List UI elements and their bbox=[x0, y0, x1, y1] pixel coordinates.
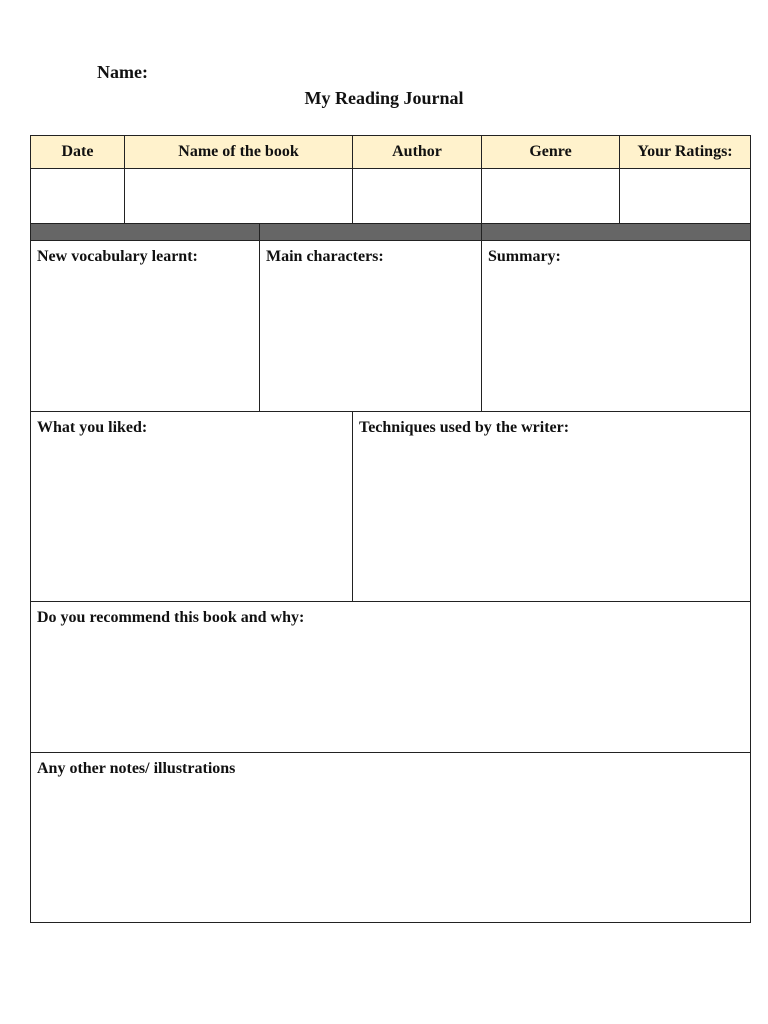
column-header-author: Author bbox=[352, 135, 482, 169]
column-header-ratings: Your Ratings: bbox=[619, 135, 751, 169]
column-header-genre: Genre bbox=[481, 135, 620, 169]
divider-bar-segment bbox=[259, 223, 482, 241]
notes-label: Any other notes/ illustrations bbox=[37, 760, 236, 777]
divider-bar-segment bbox=[481, 223, 751, 241]
book-name-entry-cell[interactable] bbox=[124, 168, 353, 224]
name-label: Name: bbox=[97, 62, 148, 82]
column-header-book-name: Name of the book bbox=[124, 135, 353, 169]
recommend-box[interactable] bbox=[30, 601, 751, 753]
page-title: My Reading Journal bbox=[304, 88, 464, 108]
column-header-date: Date bbox=[30, 135, 125, 169]
liked-label: What you liked: bbox=[37, 419, 148, 436]
date-entry-cell[interactable] bbox=[30, 168, 125, 224]
divider-bar-segment bbox=[30, 223, 260, 241]
summary-box[interactable] bbox=[481, 240, 751, 412]
liked-box[interactable] bbox=[30, 411, 353, 602]
characters-label: Main characters: bbox=[266, 248, 384, 265]
ratings-entry-cell[interactable] bbox=[619, 168, 751, 224]
vocabulary-label: New vocabulary learnt: bbox=[37, 248, 198, 265]
genre-entry-cell[interactable] bbox=[481, 168, 620, 224]
vocabulary-box[interactable] bbox=[30, 240, 260, 412]
recommend-label: Do you recommend this book and why: bbox=[37, 609, 305, 626]
summary-label: Summary: bbox=[488, 248, 561, 265]
author-entry-cell[interactable] bbox=[352, 168, 482, 224]
techniques-box[interactable] bbox=[352, 411, 751, 602]
notes-box[interactable] bbox=[30, 752, 751, 923]
characters-box[interactable] bbox=[259, 240, 482, 412]
techniques-label: Techniques used by the writer: bbox=[359, 419, 570, 436]
